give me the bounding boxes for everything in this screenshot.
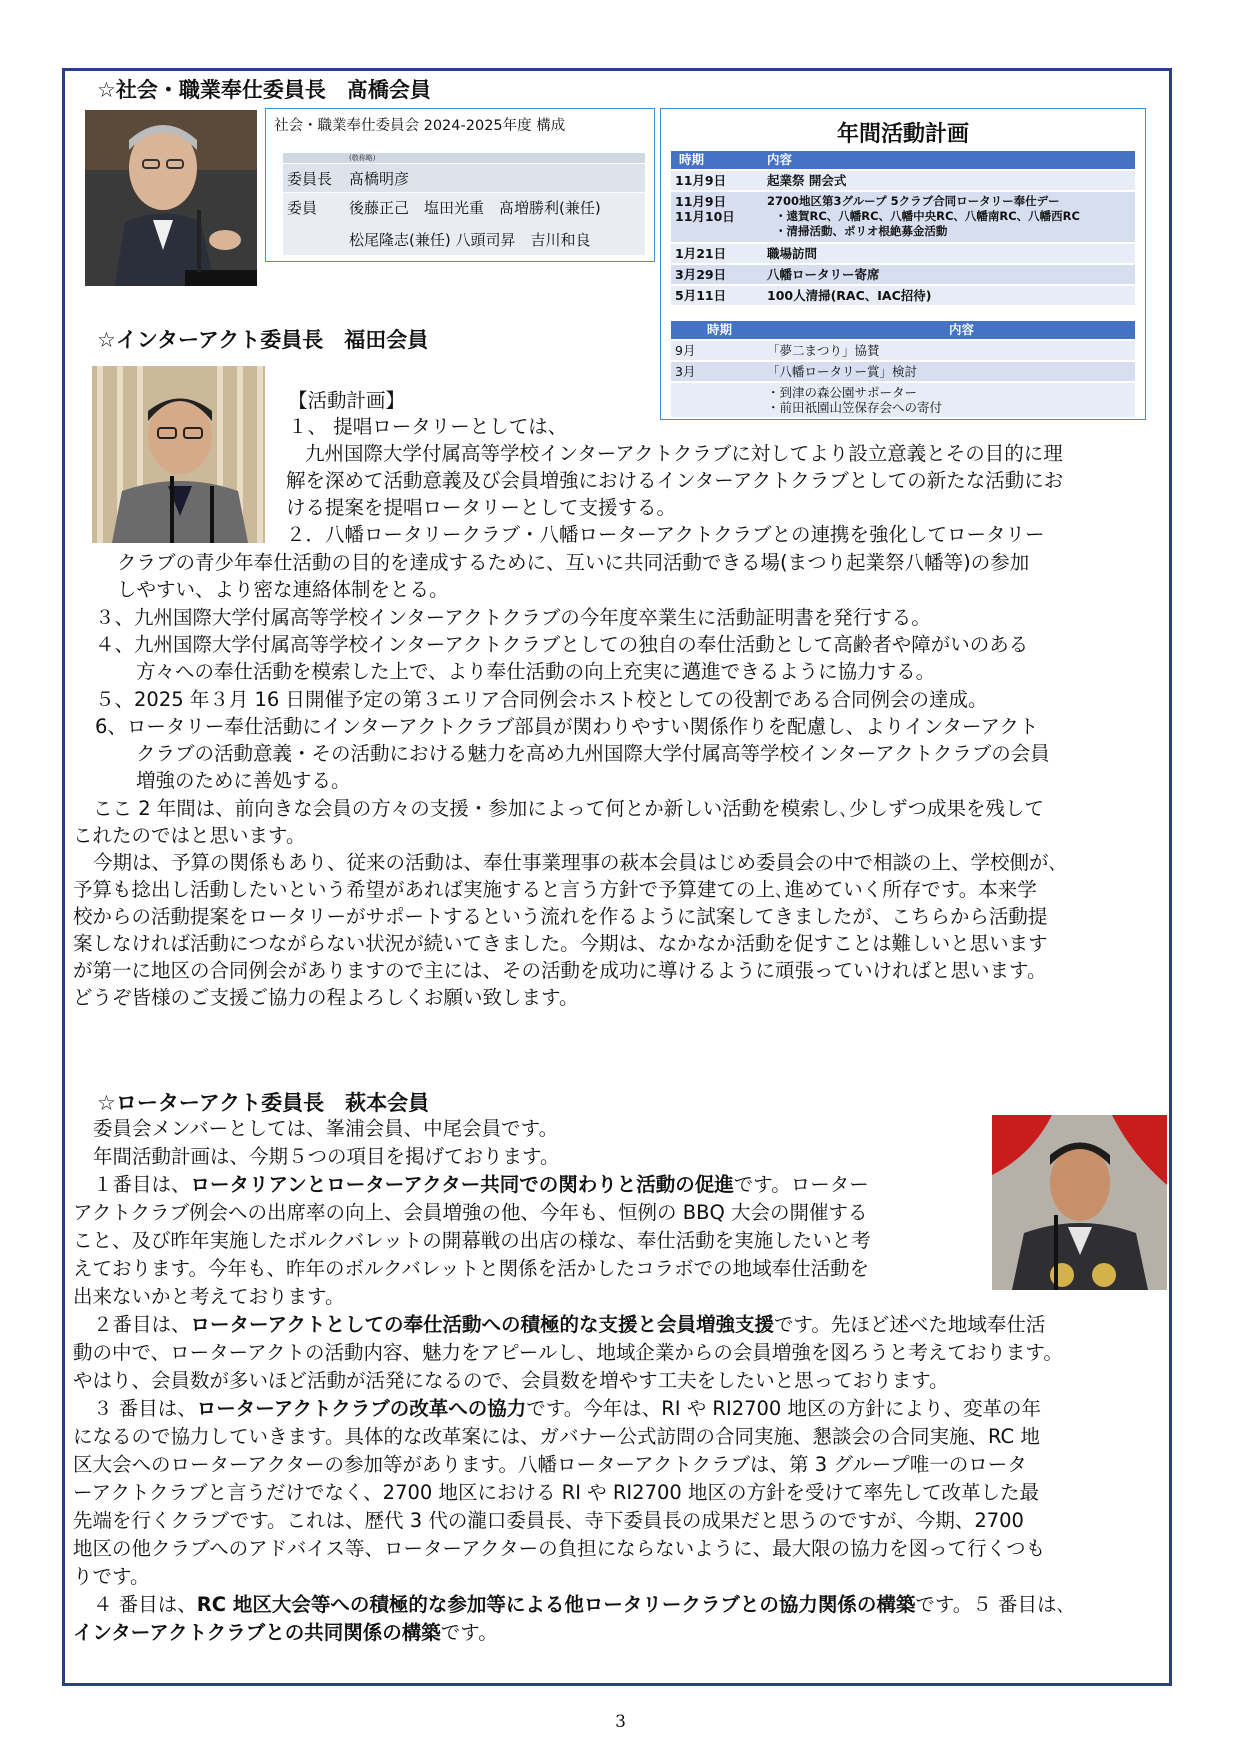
interact-line-5: ける提案を提唱ロータリーとして支援する。 [286,496,677,519]
rotaract-item-4-emphasis: RC 地区大会等への積極的な参加等による他ロータリークラブとの協力関係の構築 [196,1593,916,1616]
interact-line-7: クラブの青少年奉仕活動の目的を達成するために、互いに共同活動できる場(まつり起業祭八幡等)の参加 [117,551,1030,574]
rotaract-line-7: 出来ないかと考えております。 [73,1285,345,1308]
rotaract-line-1: 委員会メンバーとしては、峯浦会員、中尾会員です。 [93,1117,559,1140]
rotaract-item-5-emphasis: インターアクトクラブとの共同関係の構築 [73,1621,441,1644]
composition-title: 社会・職業奉仕委員会 2024-2025年度 構成 [274,118,566,134]
rotaract-text: です。今年は、RI や RI2700 地区の方針により、変革の年 [526,1397,1042,1420]
rotaract-line-4: アクトクラブ例会への出席率の向上、会員増強の他、今年も、恒例の BBQ 大会の開催する [73,1201,868,1224]
plan-content: 起業祭 開会式 [767,173,847,188]
plan-date: 11月9日 [675,173,727,188]
interact-line-6: ２．八幡ロータリークラブ・八幡ローターアクトクラブとの連携を強化してロータリー [286,523,1045,546]
plan-date: 3月 [675,364,696,379]
plan-content: ・到津の森公園サポーター [767,385,918,400]
plan-date: 11月10日 [675,209,735,224]
rotaract-line-16: 地区の他クラブへのアドバイス等、ローターアクターの負担にならないように、最大限の協力を図って行くつも [73,1537,1046,1560]
annual-plan-title: 年間活動計画 [836,122,969,147]
rotaract-line-11 [93,1396,1041,1422]
plan-content: 2700地区第3グループ 5クラブ合同ロータリー奉仕デー [767,194,1060,208]
composition-row-chair [283,164,645,192]
plan-header-2 [671,321,1135,339]
plan-date: 9月 [675,343,696,358]
interact-line-15: 増強のために善処する。 [136,769,351,792]
plan-content: 100人清掃(RAC、IAC招待) [767,288,932,303]
plan-row [671,265,1135,284]
rotaract-text: です。 [440,1621,498,1644]
interact-line-4: 解を深めて活動意義及び会員増強におけるインターアクトクラブとしての新たな活動にお [286,469,1064,492]
section-heading-social-vocational: ☆社会・職業奉仕委員長 髙橋会員 [97,78,431,102]
rotaract-line-12: になるので協力していきます。具体的な改革案には、ガバナー公式訪問の合同実施、懇談会の合同実施、RC 地 [73,1425,1040,1448]
committee-composition-table [265,108,655,262]
rotaract-line-14: ーアクトクラブと言うだけでなく、2700 地区における RI や RI2700 地区の方針を受けて率先して改革した最 [73,1481,1040,1504]
plan-content: ・遠賀RC、八幡RC、八幡中央RC、八幡南RC、八幡西RC [775,209,1080,223]
interact-line-10: ４、九州国際大学付属高等学校インターアクトクラブとしての独自の奉仕活動として高齢者や障がいのある [95,633,1029,656]
rotaract-text: ４ 番目は、 [93,1593,197,1616]
plan-header-content: 内容 [767,152,793,167]
rotaract-item-1-emphasis: ロータリアンとローターアクター共同での関わりと活動の促進 [190,1173,734,1196]
interact-line-13: 6、ロータリー奉仕活動にインターアクトクラブ部員が関わりやすい関係作りを配慮し、よりインターアクト [95,715,1039,738]
rotaract-line-8 [93,1312,1045,1338]
rotaract-line-15: 先端を行くクラブです。これは、歴代 3 代の瀧口委員長、寺下委員長の成果だと思うのですが、今期、2700 [73,1509,1024,1532]
interact-line-20: 校からの活動提案をロータリーがサポートするという流れを作るように試案してきましたが、こちらから活動提 [73,905,1048,928]
plan-row [671,171,1135,190]
plan-row [671,244,1135,263]
plan-date: 1月21日 [675,246,727,261]
interact-line-17: これたのではと思います。 [73,824,306,847]
composition-row-members [283,193,645,255]
plan-row [671,192,1135,242]
plan-header-1 [671,151,1135,169]
page-number: 3 [615,1712,626,1732]
plan-content: 「八幡ロータリー賞」検討 [767,364,918,379]
plan-header-date: 時期 [707,322,733,337]
rotaract-line-18 [93,1592,1066,1618]
annual-plan-table [660,108,1146,420]
chair-name: 髙橋明彦 [349,170,410,188]
interact-line-19: 予算も捻出し活動したいという希望があれば実施すると言う方針で予算建ての上､進めていく所存です。本来学 [73,878,1037,901]
plan-content: ・清掃活動、ポリオ根絶募金活動 [775,224,948,238]
plan-row [671,383,1135,417]
interact-line-12: ５、2025 年３月 16 日開催予定の第３エリア合同例会ホスト校としての役割である合同例会の達成。 [95,688,988,711]
plan-content: 「夢二まつり」協賛 [767,343,880,358]
plan-row [671,362,1135,381]
plan-header-date: 時期 [679,152,705,167]
rotaract-line-19 [73,1620,498,1646]
plan-date: 5月11日 [675,288,727,303]
rotaract-text: １番目は、 [93,1173,191,1196]
plan-row [671,341,1135,360]
rotaract-line-5: こと、及び昨年実施したボルクバレットの開幕戦の出店の様な、奉仕活動を実施したいと考 [73,1229,871,1252]
rotaract-text: ３ 番目は、 [93,1397,197,1420]
rotaract-text: です。先ほど述べた地域奉仕活 [773,1313,1046,1336]
interact-line-2: １、 提唱ロータリーとしては、 [288,415,568,438]
interact-line-23: どうぞ皆様のご支援ご協力の程よろしくお願い致します。 [73,986,579,1009]
rotaract-line-6: えております。今年も、昨年のボルクバレットと関係を活かしたコラボでの地域奉仕活動を [73,1257,870,1280]
interact-line-3: 九州国際大学付属高等学校インターアクトクラブに対してより設立意義とその目的に理 [305,442,1063,465]
rotaract-text: です。５ 番目は､ [915,1593,1067,1616]
member-names-1: 後藤正己 塩田光重 髙増勝利(兼任) [349,199,601,217]
photo-takahashi [85,110,257,286]
section-heading-rotaract: ☆ローターアクト委員長 萩本会員 [97,1091,430,1115]
plan-row [671,286,1135,305]
rotaract-item-3-emphasis: ローターアクトクラブの改革への協力 [196,1397,527,1420]
honorific-note: (敬称略) [349,154,376,162]
interact-line-21: 案しなければ活動につながらない状況が続いてきました。今期は、なかなか活動を促すことは難しいと思います [73,932,1048,955]
interact-line-22: が第一に地区の合同例会がありますので主には、その活動を成功に導けるように頑張っていければと思います。 [73,959,1047,982]
interact-line-16: ここ 2 年間は、前向きな会員の方々の支援・参加によって何とか新しい活動を模索し､少しずつ成果を残して [93,797,1045,820]
interact-line-18: 今期は、予算の関係もあり、従来の活動は、奉仕事業理事の萩本会員はじめ委員会の中で相談の上、学校側が､ [93,851,1059,874]
photo-hagimoto [992,1115,1167,1290]
rotaract-text: ２番目は、 [93,1313,191,1336]
interact-line-14: クラブの活動意義・その活動における魅力を高め九州国際大学付属高等学校インターアクトクラブの会員 [136,742,1050,765]
role-chair: 委員長 [287,170,333,188]
plan-date: 11月9日 [675,194,727,209]
photo-fukuda [92,366,265,543]
plan-header-content: 内容 [949,322,975,337]
plan-date: 3月29日 [675,267,727,282]
rotaract-line-13: 区大会へのローターアクターの参加等があります。八幡ローターアクトクラブは、第 3 グループ唯一のロータ [73,1453,1027,1476]
plan-content: 八幡ロータリー寄席 [767,267,880,282]
plan-content: 職場訪問 [767,246,818,261]
rotaract-line-9: 動の中で、ローターアクトの活動内容、魅力をアピールし、地域企業からの会員増強を図ろうと考えております。 [73,1341,1063,1364]
rotaract-text: です。ローター [733,1173,869,1196]
interact-line-9: ３、九州国際大学付属高等学校インターアクトクラブの今年度卒業生に活動証明書を発行する。 [95,606,931,629]
composition-header-bar [283,153,645,163]
plan-content: ・前田祇園山笠保存会への寄付 [767,400,943,415]
rotaract-item-2-emphasis: ローターアクトとしての奉仕活動への積極的な支援と会員増強支援 [190,1313,774,1336]
interact-line-11: 方々への奉仕活動を模索した上で、より奉仕活動の向上充実に邁進できるように協力する。 [136,660,936,683]
rotaract-line-17: りです。 [73,1565,150,1588]
interact-line-1: 【活動計画】 [288,389,406,412]
rotaract-line-2: 年間活動計画は、今期５つの項目を掲げております。 [93,1145,560,1168]
role-member: 委員 [287,199,318,217]
section-heading-interact: ☆インターアクト委員長 福田会員 [97,328,429,352]
member-names-2: 松尾隆志(兼任) 八頭司昇 吉川和良 [349,231,591,249]
interact-line-8: しやすい、より密な連絡体制をとる。 [117,578,449,601]
rotaract-line-3 [93,1172,869,1198]
rotaract-line-10: やはり、会員数が多いほど活動が活発になるので、会員数を増やす工夫をしたいと思っております。 [73,1369,949,1392]
